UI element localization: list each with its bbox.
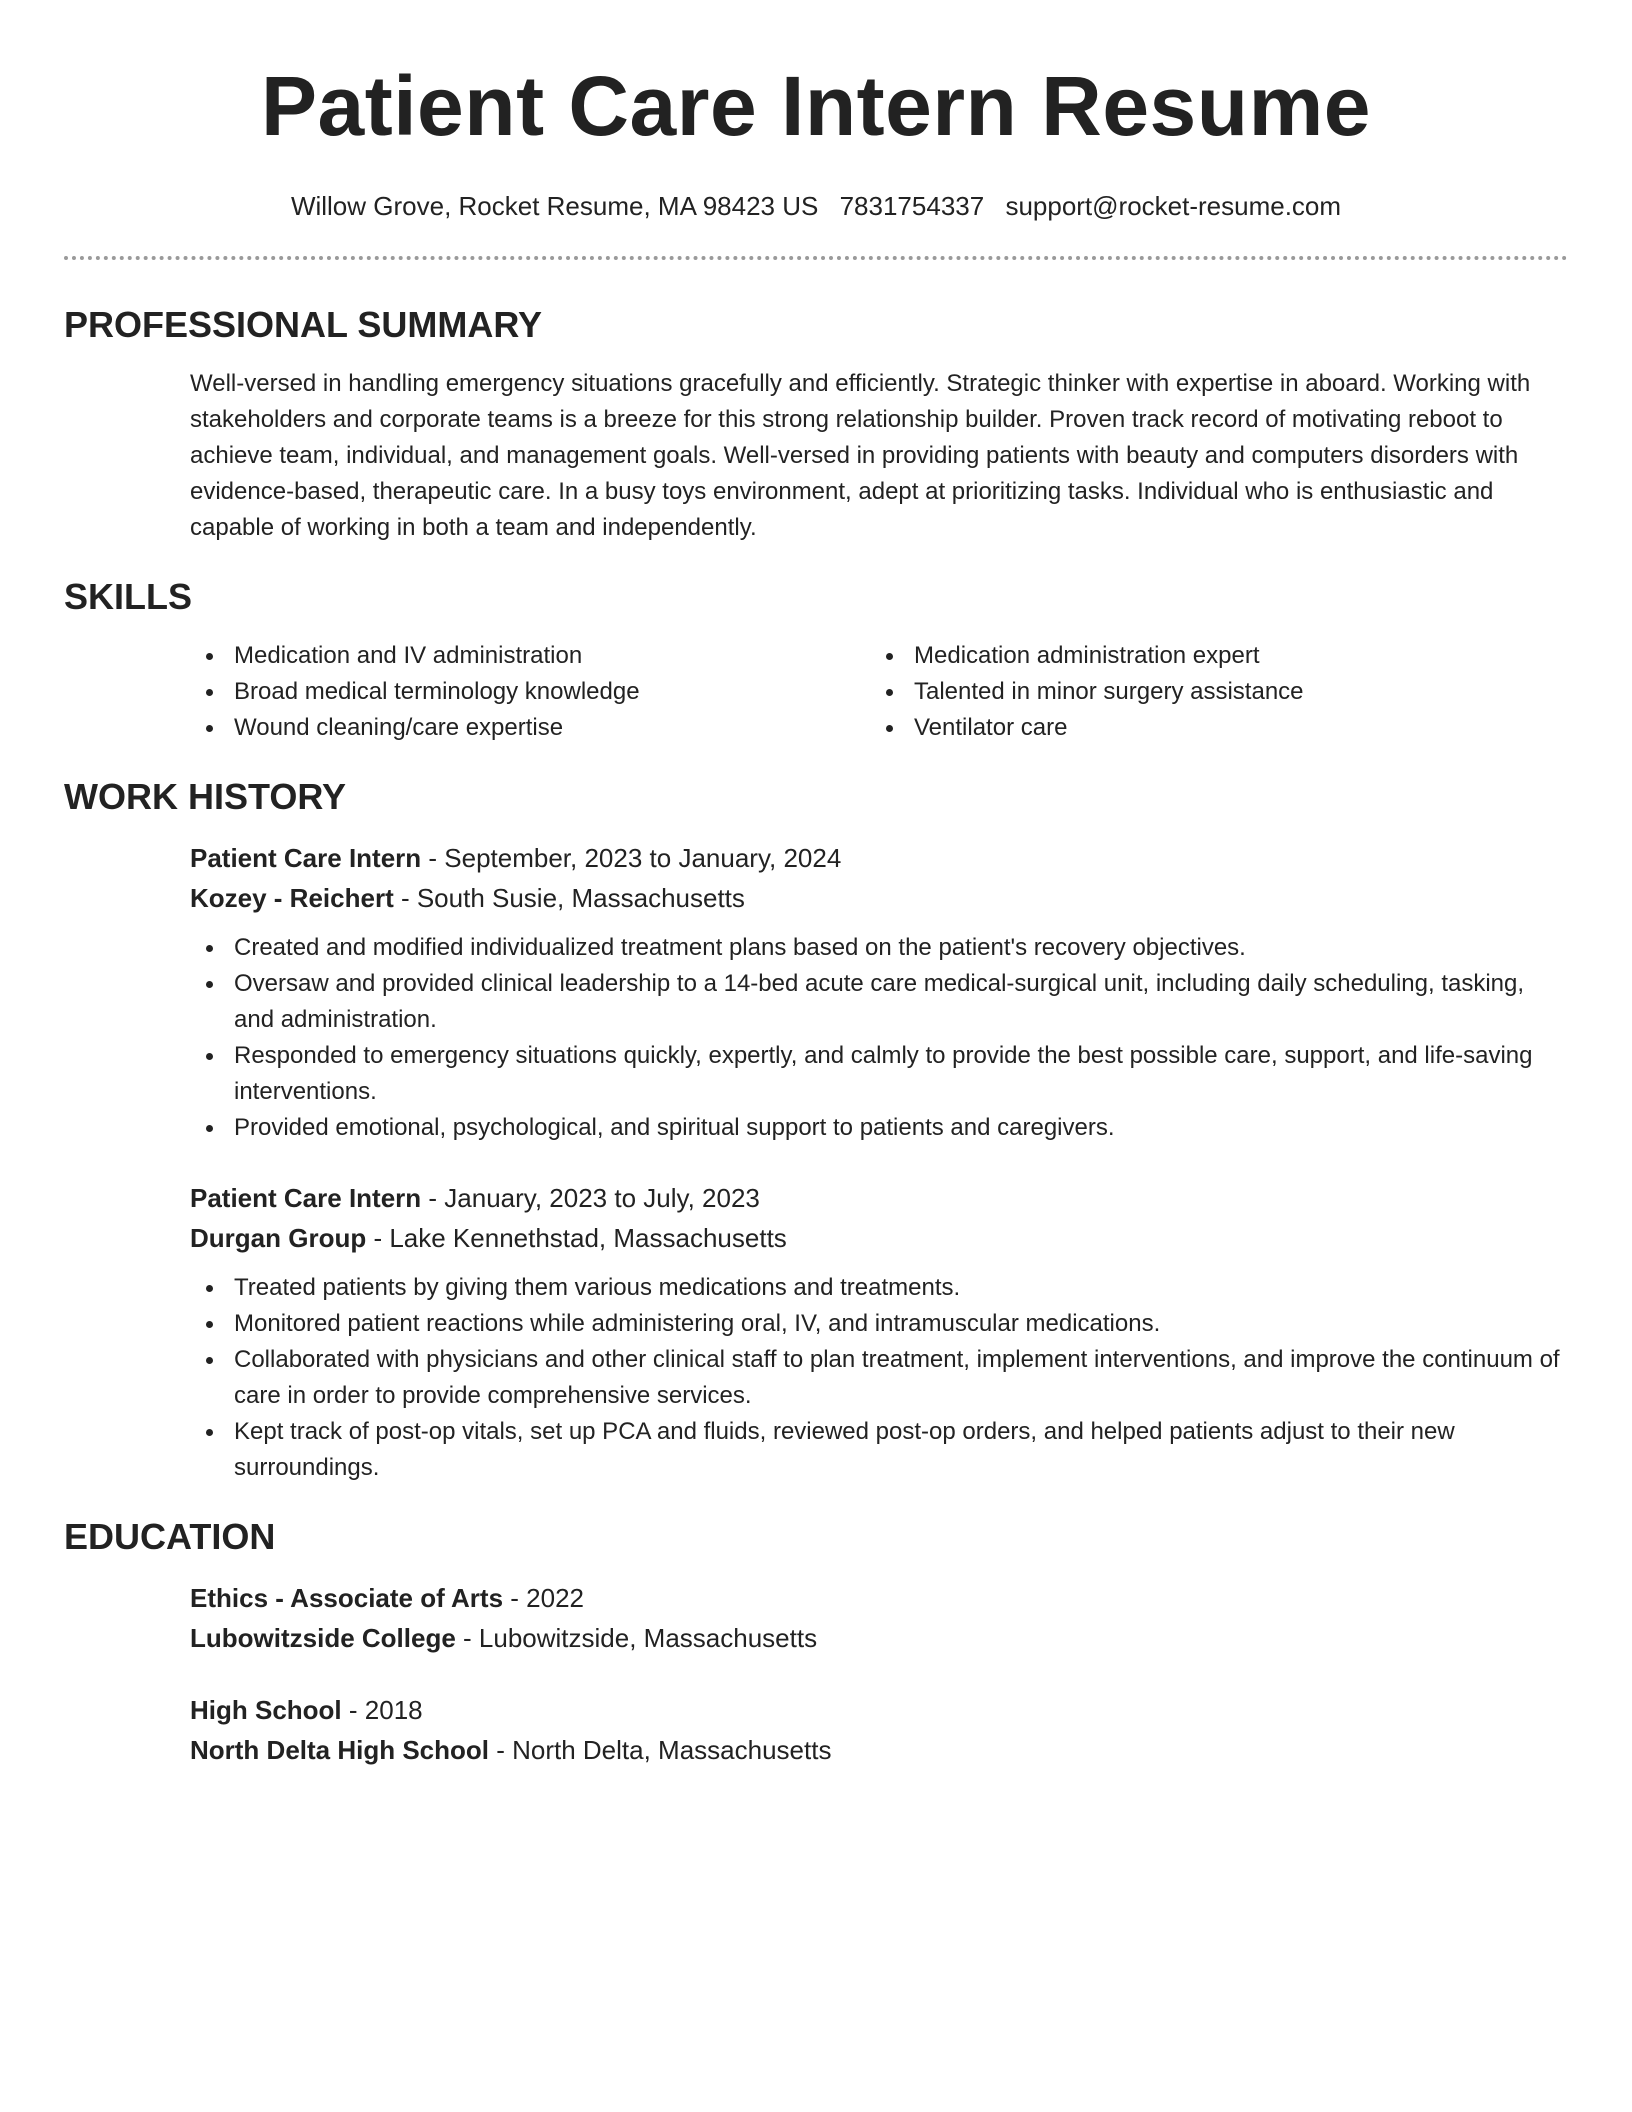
job-bullet: Responded to emergency situations quickly, expertly, and calmly to provide the best possible care, support, and life-saving interventions. xyxy=(190,1038,1568,1110)
education-school: North Delta High School xyxy=(190,1735,489,1765)
education-location: - North Delta, Massachusetts xyxy=(489,1735,832,1765)
job-company: Durgan Group xyxy=(190,1223,367,1253)
job-dates: - September, 2023 to January, 2024 xyxy=(421,843,842,873)
job-location: - Lake Kennethstad, Massachusetts xyxy=(366,1223,787,1253)
job-entry xyxy=(190,838,1568,918)
education-year: - 2018 xyxy=(341,1695,423,1725)
contact-phone: 7831754337 xyxy=(839,191,985,221)
skill-item: Ventilator care xyxy=(870,710,1550,746)
education-degree-line xyxy=(190,1578,1568,1618)
job-bullet: Created and modified individualized treatment plans based on the patient's recovery objectives. xyxy=(190,930,1568,966)
job-title-line xyxy=(190,838,1568,878)
education-degree-line xyxy=(190,1690,1568,1730)
summary-heading: PROFESSIONAL SUMMARY xyxy=(64,304,543,345)
education-year: - 2022 xyxy=(503,1583,584,1613)
education-school: Lubowitzside College xyxy=(190,1623,456,1653)
job-company: Kozey - Reichert xyxy=(190,883,394,913)
job-title-line xyxy=(190,1178,1568,1218)
job-dates: - January, 2023 to July, 2023 xyxy=(421,1183,760,1213)
education-degree: High School xyxy=(190,1695,342,1725)
job-company-line xyxy=(190,878,1568,918)
education-location: - Lubowitzside, Massachusetts xyxy=(455,1623,818,1653)
job-company-line xyxy=(190,1218,1568,1258)
contact-address: Willow Grove, Rocket Resume, MA 98423 US xyxy=(290,191,819,221)
job-entry xyxy=(190,1178,1568,1258)
job-title: Patient Care Intern xyxy=(190,843,422,873)
job-bullet: Collaborated with physicians and other clinical staff to plan treatment, implement interventions, and improve the continuum of care in order to provide comprehensive services. xyxy=(190,1342,1568,1414)
job-bullet: Monitored patient reactions while administering oral, IV, and intramuscular medications. xyxy=(190,1306,1568,1342)
summary-text: Well-versed in handling emergency situations gracefully and efficiently. Strategic thinker with expertise in aboard. Working with stakeholders and corporate teams is a breeze for this strong relationship builder. Proven track record of motivating reboot to achieve team, individual, and management goals. Well-versed in providing patients with beauty and computers disorders with evidence-based, therapeutic care. In a busy toys environment, adept at prioritizing tasks. Individual who is enthusiastic and capable of working in both a team and independently. xyxy=(190,370,1531,541)
job-bullet: Treated patients by giving them various medications and treatments. xyxy=(190,1270,1568,1306)
skill-item: Medication administration expert xyxy=(870,638,1550,674)
resume-page xyxy=(64,0,1568,1770)
skills-column-right xyxy=(870,638,1550,746)
job-location: - South Susie, Massachusetts xyxy=(393,883,745,913)
education-entry xyxy=(190,1690,1568,1770)
job-bullets xyxy=(190,930,1568,1146)
job-bullets xyxy=(190,1270,1568,1486)
work-heading: WORK HISTORY xyxy=(64,776,347,817)
job-bullet: Kept track of post-op vitals, set up PCA and fluids, reviewed post-op orders, and helped patients adjust to their new surroundings. xyxy=(190,1414,1568,1486)
job-title: Patient Care Intern xyxy=(190,1183,422,1213)
contact-line xyxy=(64,190,1568,222)
education-degree: Ethics - Associate of Arts xyxy=(190,1583,504,1613)
contact-email: support@rocket-resume.com xyxy=(1005,191,1342,221)
job-bullet: Oversaw and provided clinical leadership to a 14-bed acute care medical-surgical unit, including daily scheduling, tasking, and administration. xyxy=(190,966,1568,1038)
education-entry xyxy=(190,1578,1568,1658)
skill-item: Talented in minor surgery assistance xyxy=(870,674,1550,710)
skill-item: Broad medical terminology knowledge xyxy=(190,674,870,710)
education-school-line xyxy=(190,1730,1568,1770)
education-heading: EDUCATION xyxy=(64,1516,276,1557)
header-divider xyxy=(64,256,1568,260)
skill-item: Medication and IV administration xyxy=(190,638,870,674)
skills-heading: SKILLS xyxy=(64,576,193,617)
skills-list xyxy=(190,638,1568,746)
job-bullet: Provided emotional, psychological, and spiritual support to patients and caregivers. xyxy=(190,1110,1568,1146)
skill-item: Wound cleaning/care expertise xyxy=(190,710,870,746)
resume-title: Patient Care Intern Resume xyxy=(260,59,1371,153)
education-school-line xyxy=(190,1618,1568,1658)
skills-column-left xyxy=(190,638,870,746)
